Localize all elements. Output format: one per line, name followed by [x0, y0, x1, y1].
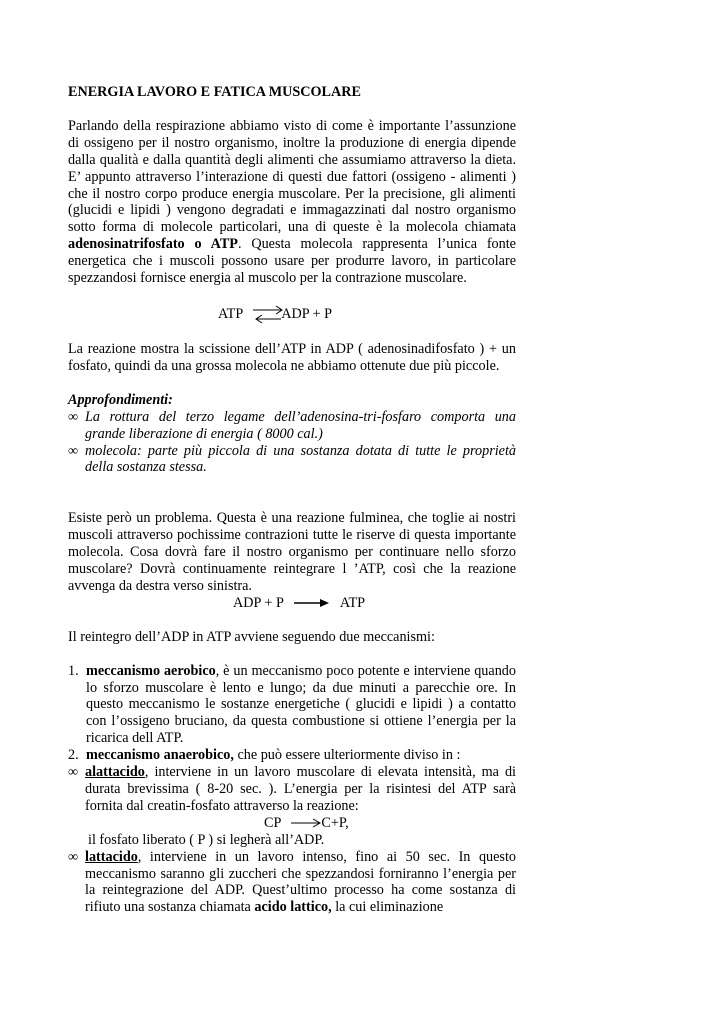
- approfondimenti-item: ∞ molecola: parte più piccola di una sostanza dotata di tutte le proprietà della sostanza stessa.: [68, 442, 516, 476]
- alattacido-label: alattacido: [85, 764, 145, 781]
- acido-lattico-term: acido lattico,: [254, 899, 332, 916]
- right-arrow-icon: [292, 597, 332, 609]
- intro-paragraph: [68, 118, 516, 287]
- infinity-bullet-icon: ∞: [68, 408, 79, 425]
- alattacido-item: ∞ alattacido, interviene in un lavoro muscolare di elevata intensità, ma di durata brevissima ( 8-20 sec. ). L’energia per la risintesi del ATP sarà fornita dal creatin-fosfato attraverso la reazione:: [68, 764, 516, 814]
- mechanism-anaerobic-item: 2. meccanismo anaerobico, che può essere ulteriormente diviso in :: [68, 747, 461, 764]
- atp-term: adenosinatrifosfato o ATP: [68, 236, 238, 253]
- mechanism-aerobic-item: 1. meccanismo aerobico, è un meccanismo poco potente e interviene quando lo sforzo muscolare è lento e lungo; da due minuti a parecchie ore. In questo meccanismo le sostanze energetiche ( glucidi e lipidi ) a contatto con l’ossigeno bruciano, da questa combustione si ottiene l’energia per la ricarica dell ATP.: [68, 662, 516, 747]
- document-page: [68, 84, 516, 916]
- document-title: ENERGIA LAVORO E FATICA MUSCOLARE: [68, 84, 361, 100]
- equation-right: C+P,: [321, 814, 349, 831]
- mechanism-aerobic-label: meccanismo aerobico: [86, 662, 216, 679]
- equation-atp-reintegration: [68, 595, 516, 612]
- equation-right: ATP: [339, 594, 366, 611]
- lattacido-label: lattacido: [85, 848, 138, 865]
- equation-left: ATP: [218, 305, 244, 322]
- intro-text-end: . Questa molecola rappresenta l’unica fonte energetica che i muscoli possono usare per produrre lavoro, in particolare spezzandosi fornisce energia al muscolo per la contrazione muscolare.: [68, 236, 516, 287]
- approfondimenti-item: ∞ La rottura del terzo legame dell’adenosina-tri-fosfaro comporta una grande liberazione di energia ( 8000 cal.): [68, 408, 516, 442]
- equation-creatin-phosphate: [68, 815, 516, 832]
- right-arrow-icon: [289, 817, 323, 829]
- equation-left: ADP + P: [233, 594, 284, 611]
- reaction-paragraph: La reazione mostra la scissione dell’ATP in ADP ( adenosinadifosfato ) + un fosfato, quindi da una grossa molecola ne abbiamo ottenute due più piccole.: [68, 340, 516, 374]
- reintegro-paragraph: Il reintegro dell’ADP in ATP avviene seguendo due meccanismi:: [68, 628, 435, 645]
- infinity-bullet-icon: ∞: [68, 442, 79, 459]
- lattacido-item: ∞ lattacido, interviene in un lavoro intenso, fino ai 50 sec. In questo meccanismo saranno gli zuccheri che spezzandosi forniranno l’energia per la reintegrazione del ADP. Quest’ultimo processo ha come sostanza di rifiuto una sostanza chiamata acido lattico, la cui eliminazione: [68, 848, 516, 916]
- equation-atp-split: [68, 304, 516, 324]
- problem-paragraph: Esiste però un problema. Questa è una reazione fulminea, che toglie ai nostri muscoli attraverso pochissime contrazioni tutte le riserve di questa importante molecola. Cosa dovrà fare il nostro organismo per continuare nello sforzo muscolare? Dovrà continuamente reintegrare l ’ATP, così che la reazione avvenga da destra verso sinistra.: [68, 510, 516, 594]
- infinity-bullet-icon: ∞: [68, 764, 79, 781]
- approfondimenti-heading: Approfondimenti:: [68, 391, 173, 408]
- intro-text: Parlando della respirazione abbiamo visto di come è importante l’assunzione di ossigeno per il nostro organismo, inoltre la produzione di energia dipende dalla qualità e dalla quantità degli alimenti che assumiamo attraverso la dieta. E’ appunto attraverso l’interazione di questi due fattori (ossigeno - alimenti ) che il nostro corpo produce energia muscolare. Per la precisione, gli alimenti (glucidi e lipidi ) vengono degradati e immagazzinati dal nostro organismo sotto forma di molecole particolari, una di queste è la molecola chiamata: [68, 117, 516, 236]
- fosfato-note: il fosfato liberato ( P ) si legherà all’ADP.: [88, 831, 325, 848]
- equation-left: CP: [264, 814, 282, 831]
- equation-right: ADP + P: [281, 305, 333, 322]
- infinity-bullet-icon: ∞: [68, 848, 79, 865]
- mechanism-anaerobic-label: meccanismo anaerobico,: [86, 747, 234, 764]
